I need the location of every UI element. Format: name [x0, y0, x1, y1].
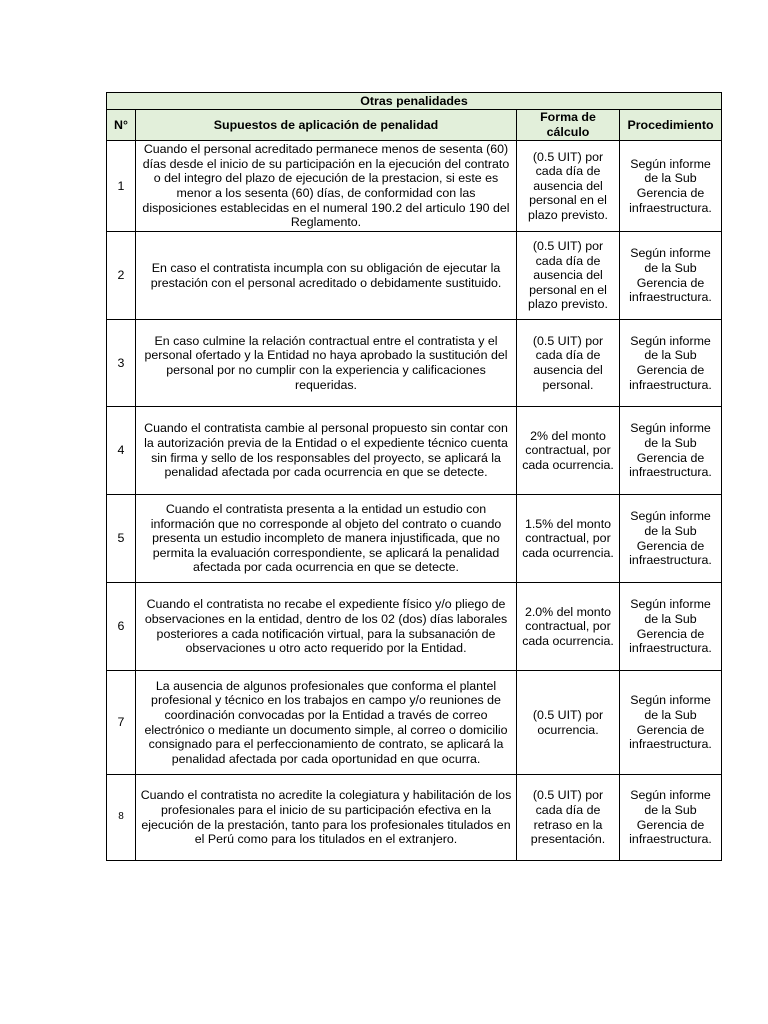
row-forma-calculo: 2.0% del monto contractual, por cada ocurrencia.: [517, 583, 620, 671]
table-title: Otras penalidades: [107, 93, 722, 110]
table-row: [107, 671, 722, 775]
row-supuesto: La ausencia de algunos profesionales que conforma el plantel profesional y técnico en los trabajos en campo y/o reuniones de coordinación convocadas por la Entidad a través de correo electrónico o mediante un documento simple, al correo o domicilio consignado para el perfeccionamiento de contrato, se aplicará la penalidad afectada por cada oportunidad en que ocurra.: [136, 671, 517, 775]
row-procedimiento: Según informe de la Sub Gerencia de infraestructura.: [620, 141, 722, 232]
row-procedimiento: Según informe de la Sub Gerencia de infraestructura.: [620, 320, 722, 407]
row-number: 8: [107, 775, 136, 861]
row-forma-calculo: 1.5% del monto contractual, por cada ocurrencia.: [517, 495, 620, 583]
table-row: [107, 495, 722, 583]
header-supuestos: Supuestos de aplicación de penalidad: [136, 110, 517, 141]
row-procedimiento: Según informe de la Sub Gerencia de infraestructura.: [620, 583, 722, 671]
row-supuesto: Cuando el personal acreditado permanece menos de sesenta (60) días desde el inicio de su participación en la ejecución del contrato o del integro del plazo de ejecución de la prestacion, si este es menor a los sesenta (60) días, de conformidad con las disposiciones establecidas en el numeral 190.2 del articulo 190 del Reglamento.: [136, 141, 517, 232]
table-header-row: [107, 110, 722, 141]
row-number: 5: [107, 495, 136, 583]
row-number: 3: [107, 320, 136, 407]
row-procedimiento: Según informe de la Sub Gerencia de infraestructura.: [620, 671, 722, 775]
row-procedimiento: Según informe de la Sub Gerencia de infraestructura.: [620, 407, 722, 495]
table-title-row: [107, 93, 722, 110]
row-supuesto: Cuando el contratista no recabe el expediente físico y/o pliego de observaciones en la entidad, dentro de los 02 (dos) días laborales posteriores a cada notificación virtual, para la subsanación de observaciones u otro acto requerido por la Entidad.: [136, 583, 517, 671]
row-number: 6: [107, 583, 136, 671]
row-number: 4: [107, 407, 136, 495]
row-procedimiento: Según informe de la Sub Gerencia de infraestructura.: [620, 775, 722, 861]
row-forma-calculo: (0.5 UIT) por cada día de ausencia del personal.: [517, 320, 620, 407]
table-row: [107, 583, 722, 671]
row-forma-calculo: (0.5 UIT) por ocurrencia.: [517, 671, 620, 775]
row-number: 7: [107, 671, 136, 775]
row-forma-calculo: (0.5 UIT) por cada día de ausencia del personal en el plazo previsto.: [517, 141, 620, 232]
row-forma-calculo: (0.5 UIT) por cada día de retraso en la presentación.: [517, 775, 620, 861]
row-supuesto: En caso culmine la relación contractual entre el contratista y el personal ofertado y la Entidad no haya aprobado la sustitución del personal por no cumplir con la experiencia y calificaciones requeridas.: [136, 320, 517, 407]
row-forma-calculo: 2% del monto contractual, por cada ocurrencia.: [517, 407, 620, 495]
row-forma-calculo: (0.5 UIT) por cada día de ausencia del personal en el plazo previsto.: [517, 232, 620, 320]
header-procedimiento: Procedimiento: [620, 110, 722, 141]
row-procedimiento: Según informe de la Sub Gerencia de infraestructura.: [620, 232, 722, 320]
table-row: [107, 232, 722, 320]
row-supuesto: En caso el contratista incumpla con su obligación de ejecutar la prestación con el personal acreditado o debidamente sustituido.: [136, 232, 517, 320]
table-row: [107, 320, 722, 407]
header-forma-calculo: Forma de cálculo: [517, 110, 620, 141]
row-procedimiento: Según informe de la Sub Gerencia de infraestructura.: [620, 495, 722, 583]
row-number: 2: [107, 232, 136, 320]
row-supuesto: Cuando el contratista no acredite la colegiatura y habilitación de los profesionales para el inicio de su participación efectiva en la ejecución de la prestación, tanto para los profesionales titulados en el Perú como para los titulados en el extranjero.: [136, 775, 517, 861]
row-supuesto: Cuando el contratista cambie al personal propuesto sin contar con la autorización previa de la Entidad o el expediente técnico cuenta sin firma y sello de los responsables del proyecto, se aplicará la penalidad afectada por cada ocurrencia en que se detecte.: [136, 407, 517, 495]
table-row: [107, 141, 722, 232]
table-row: [107, 407, 722, 495]
penalties-table: [106, 92, 722, 861]
row-number: 1: [107, 141, 136, 232]
header-number: N°: [107, 110, 136, 141]
table-row: [107, 775, 722, 861]
row-supuesto: Cuando el contratista presenta a la entidad un estudio con información que no corresponde al objeto del contrato o cuando presenta un estudio incompleto de manera injustificada, que no permita la evaluación correspondiente, se aplicará la penalidad afectada por cada ocurrencia en que se detecte.: [136, 495, 517, 583]
